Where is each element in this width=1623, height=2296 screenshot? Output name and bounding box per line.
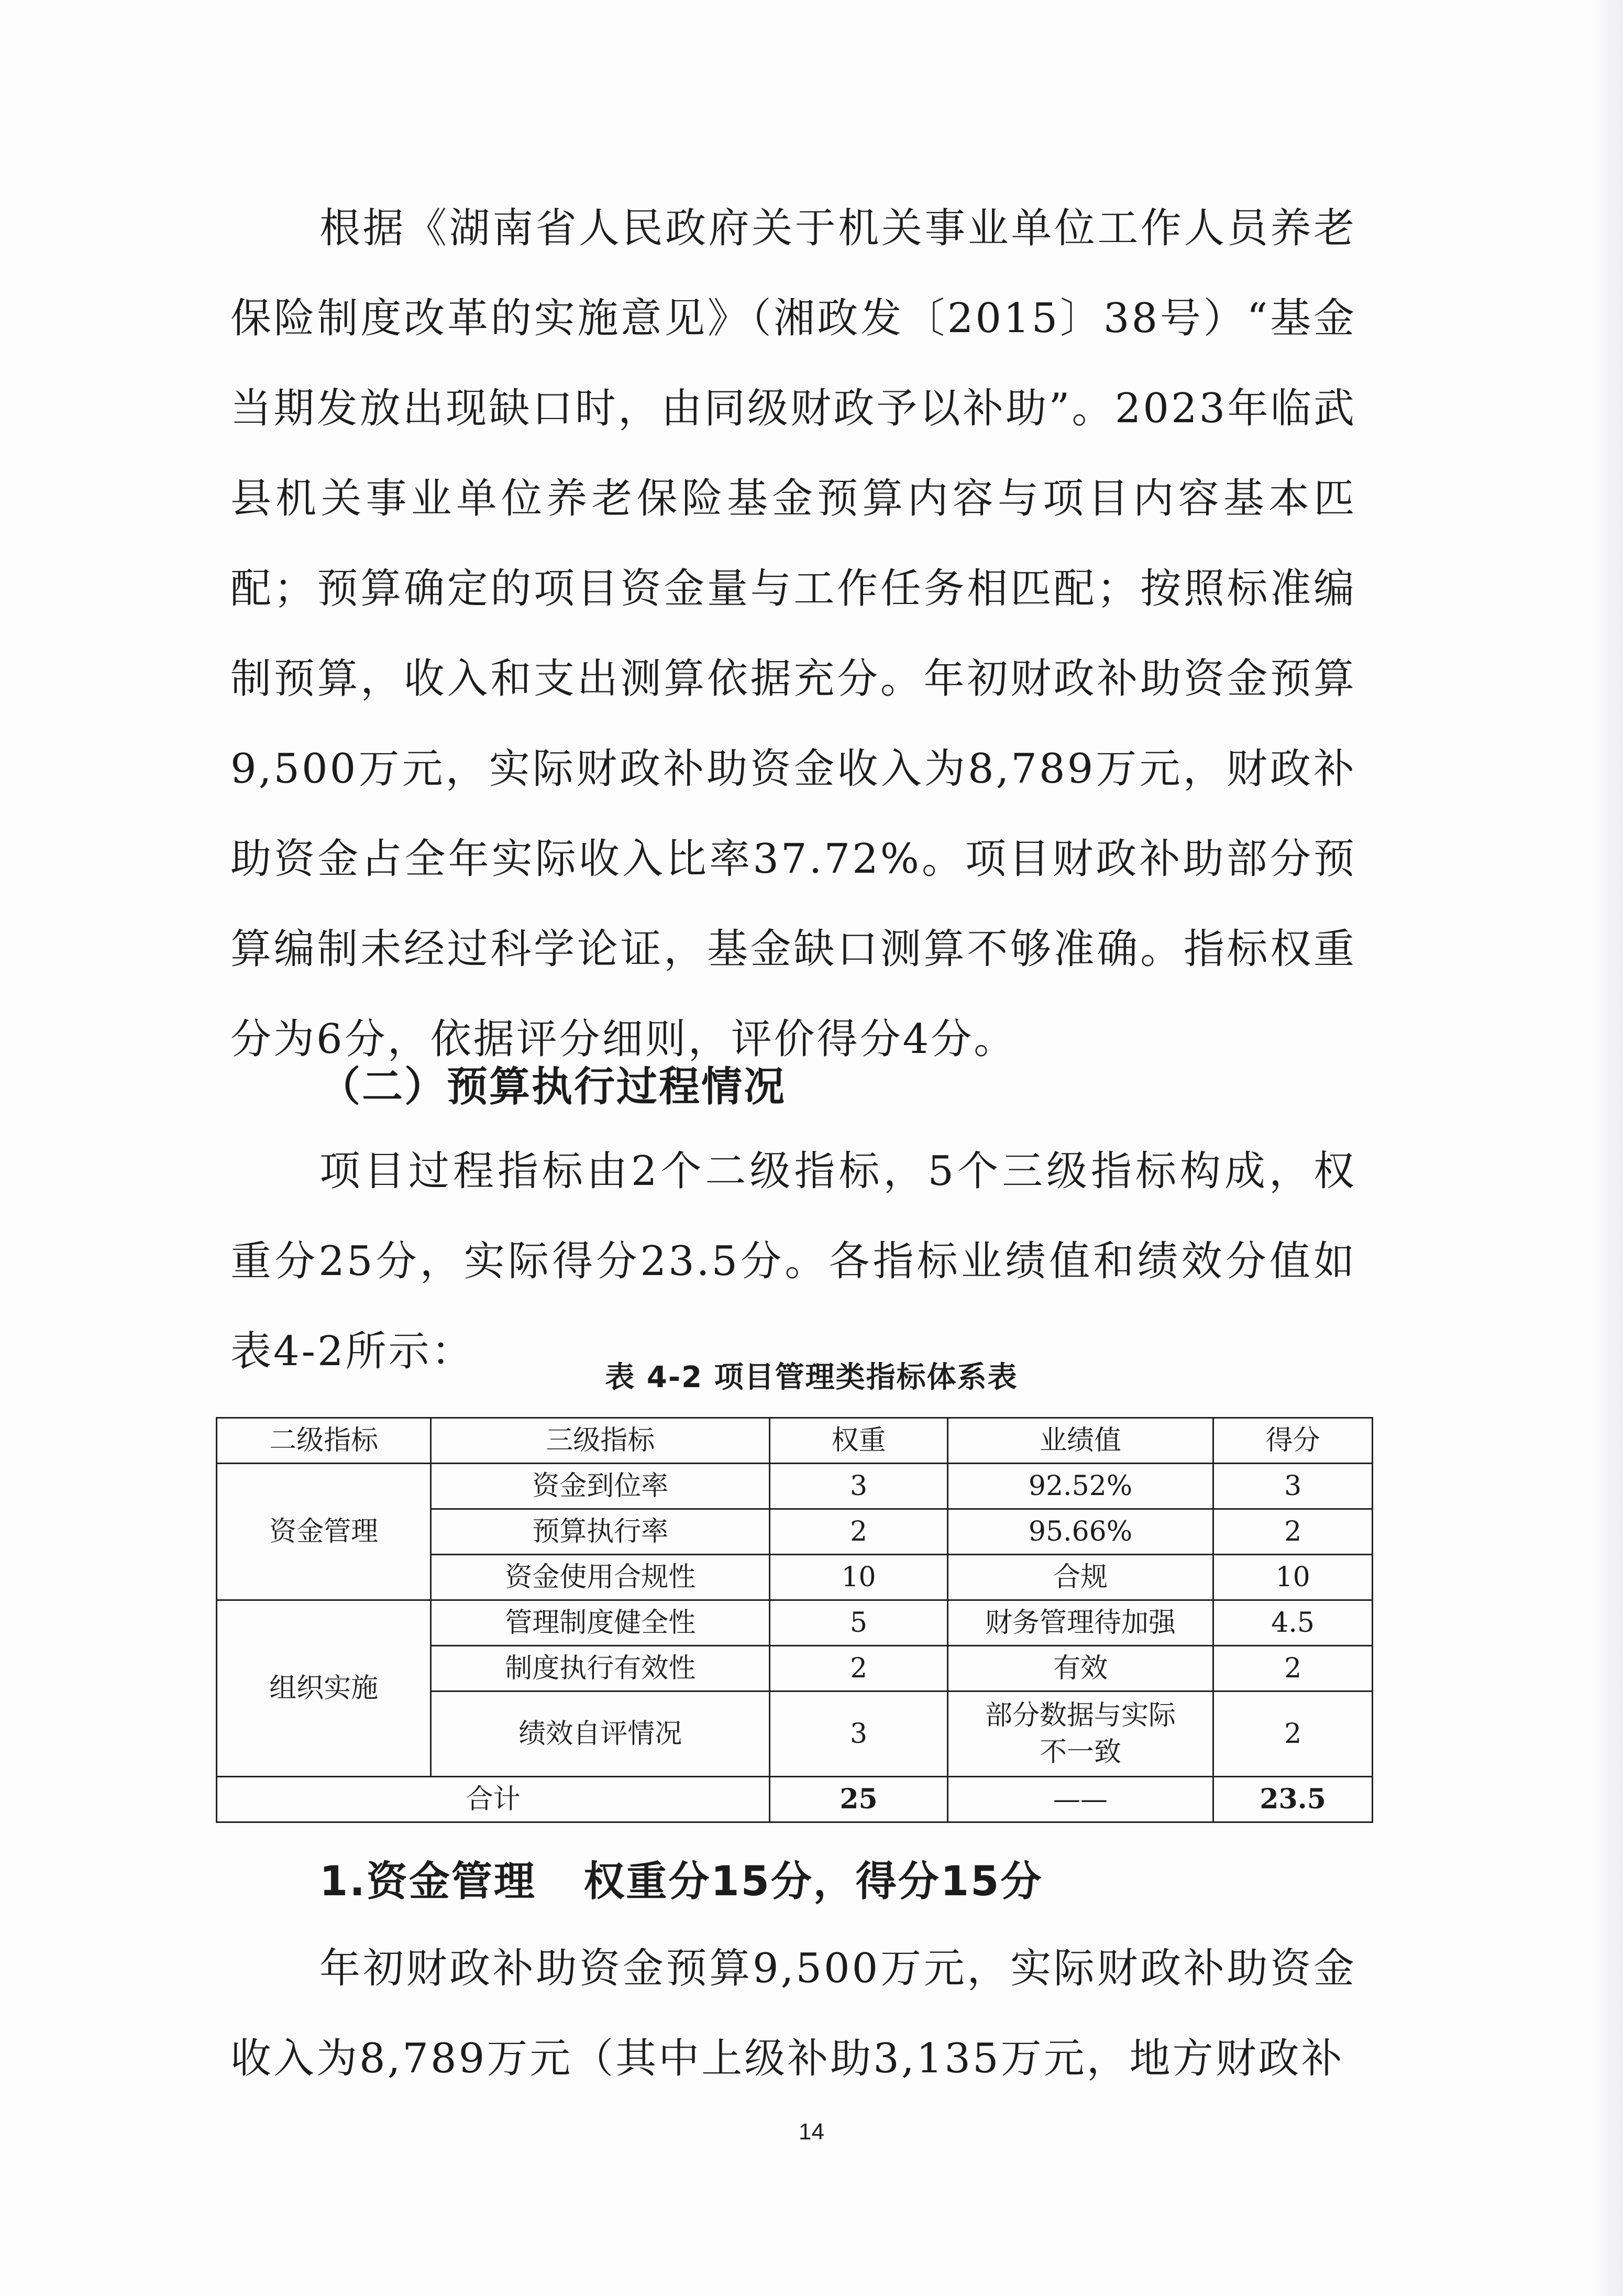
header-level2: 二级指标 xyxy=(217,1418,431,1464)
value-cell: 合规 xyxy=(947,1555,1213,1600)
table-caption: 表 4-2 项目管理类指标体系表 xyxy=(605,1360,1018,1394)
weight-cell: 3 xyxy=(770,1691,948,1777)
scan-shadow xyxy=(1592,0,1623,2296)
table-header-row xyxy=(217,1418,1373,1464)
header-level3: 三级指标 xyxy=(431,1418,770,1464)
header-performance: 业绩值 xyxy=(947,1418,1213,1464)
value-cell: 有效 xyxy=(947,1646,1213,1691)
indicator-cell: 制度执行有效性 xyxy=(431,1646,770,1691)
value-line: 部分数据与实际 xyxy=(985,1700,1176,1731)
value-cell: 财务管理待加强 xyxy=(947,1600,1213,1646)
table-row xyxy=(217,1464,1373,1509)
header-score: 得分 xyxy=(1213,1418,1373,1464)
weight-cell: 2 xyxy=(770,1646,948,1691)
indicator-cell: 资金到位率 xyxy=(431,1464,770,1509)
weight-cell: 10 xyxy=(770,1555,948,1600)
section-heading: （二）预算执行过程情况 xyxy=(319,1063,787,1111)
indicator-cell: 预算执行率 xyxy=(431,1509,770,1555)
total-row xyxy=(217,1777,1373,1822)
score-cell: 2 xyxy=(1213,1509,1373,1555)
weight-cell: 5 xyxy=(770,1600,948,1646)
page-number: 14 xyxy=(799,2119,824,2145)
score-cell: 2 xyxy=(1213,1691,1373,1777)
value-cell xyxy=(947,1691,1213,1777)
group-cell: 组织实施 xyxy=(217,1600,431,1777)
total-score: 23.5 xyxy=(1213,1777,1373,1822)
value-line: 不一致 xyxy=(1040,1737,1122,1768)
indicator-cell: 资金使用合规性 xyxy=(431,1555,770,1600)
weight-cell: 2 xyxy=(770,1509,948,1555)
indicator-cell: 绩效自评情况 xyxy=(431,1691,770,1777)
total-weight: 25 xyxy=(770,1777,948,1822)
paragraph-fund-management: 年初财政补助资金预算9,500万元，实际财政补助资金收入为8,789万元（其中上级补助3,135万元，地方财政补 xyxy=(230,1945,1356,2082)
subsection-heading: 1.资金管理 权重分15分，得分15分 xyxy=(319,1858,1043,1905)
paragraph-process-indicators: 项目过程指标由2个二级指标，5个三级指标构成，权重分25分，实际得分23.5分。各指标业绩值和绩效分值如表4-2所示： xyxy=(230,1148,1356,1375)
indicator-cell: 管理制度健全性 xyxy=(431,1600,770,1646)
header-weight: 权重 xyxy=(770,1418,948,1464)
indicator-table xyxy=(216,1417,1373,1823)
total-value: —— xyxy=(947,1777,1213,1822)
paragraph-budget-basis: 根据《湖南省人民政府关于机关事业单位工作人员养老保险制度改革的实施意见》（湘政发〔2015〕38号）“基金当期发放出现缺口时，由同级财政予以补助”。2023年临武县机关事业单位养老保险基金预算内容与项目内容基本匹配；预算确定的项目资金量与工作任务相匹配；按照标准编制预算，收入和支出测算依据充分。年初财政补助资金预算9,500万元，实际财政补助资金收入为8,789万元，财政补助资金占全年实际收入比率37.72%。项目财政补助部分预算编制未经过科学论证，基金缺口测算不够准确。指标权重分为6分，依据评分细则，评价得分4分。 xyxy=(230,205,1356,1063)
weight-cell: 3 xyxy=(770,1464,948,1509)
score-cell: 2 xyxy=(1213,1646,1373,1691)
group-cell: 资金管理 xyxy=(217,1464,431,1600)
total-label: 合计 xyxy=(217,1777,770,1822)
table-row xyxy=(217,1600,1373,1646)
score-cell: 4.5 xyxy=(1213,1600,1373,1646)
value-cell: 95.66% xyxy=(947,1509,1213,1555)
score-cell: 3 xyxy=(1213,1464,1373,1509)
score-cell: 10 xyxy=(1213,1555,1373,1600)
value-cell: 92.52% xyxy=(947,1464,1213,1509)
